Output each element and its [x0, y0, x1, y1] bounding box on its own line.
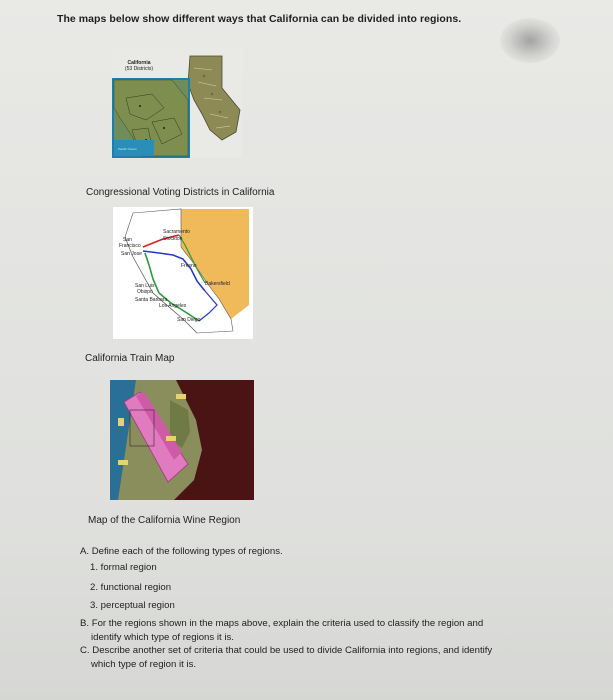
- map3-caption: Map of the California Wine Region: [88, 515, 241, 526]
- city-sf-2: Francisco: [119, 243, 141, 249]
- city-stockton: Stockton: [163, 236, 183, 242]
- question-b-line2: identify which type of regions it is.: [91, 631, 234, 643]
- question-b-line1: B. For the regions shown in the maps above, explain the criteria used to classify the region and: [80, 617, 484, 629]
- map1-title-line2: (53 Districts): [124, 66, 154, 72]
- item-formal-region: 1. formal region: [90, 561, 157, 573]
- city-san-jose: San Jose: [121, 251, 142, 257]
- question-a: A. Define each of the following types of regions.: [80, 546, 283, 557]
- city-san-luis-1: San Luis: [135, 283, 155, 289]
- map1-title-line1: California: [127, 60, 151, 66]
- question-a-items: [80, 561, 580, 613]
- item-perceptual-region: 3. perceptual region: [90, 599, 175, 611]
- city-los-angeles: Los Angeles: [159, 303, 187, 309]
- question-c-line1: C. Describe another set of criteria that could be used to divide California into regions, and identify: [80, 645, 493, 657]
- photo-shadow: [500, 18, 560, 63]
- california-train-map: [113, 207, 253, 339]
- city-san-diego: San Diego: [177, 317, 201, 323]
- congressional-districts-map: [112, 48, 242, 158]
- map2-caption: California Train Map: [85, 353, 175, 364]
- city-sacramento: Sacramento: [163, 229, 190, 235]
- city-fresno: Fresno: [181, 263, 197, 269]
- svg-text:Pacific Ocean: Pacific Ocean: [118, 147, 137, 151]
- item-functional-region: 2. functional region: [90, 581, 172, 593]
- city-san-luis-2: Obispo: [137, 289, 153, 295]
- wine-region-map: [110, 380, 254, 500]
- city-santa-barbara: Santa Barbara: [135, 297, 168, 303]
- map1-caption: Congressional Voting Districts in California: [86, 187, 275, 198]
- city-bakersfield: Bakersfield: [205, 281, 230, 287]
- page-title: The maps below show different ways that California can be divided into regions.: [57, 13, 462, 25]
- question-c-line2: which type of region it is.: [91, 659, 197, 671]
- city-sf-1: San: [123, 237, 132, 243]
- questions-block: [80, 545, 580, 672]
